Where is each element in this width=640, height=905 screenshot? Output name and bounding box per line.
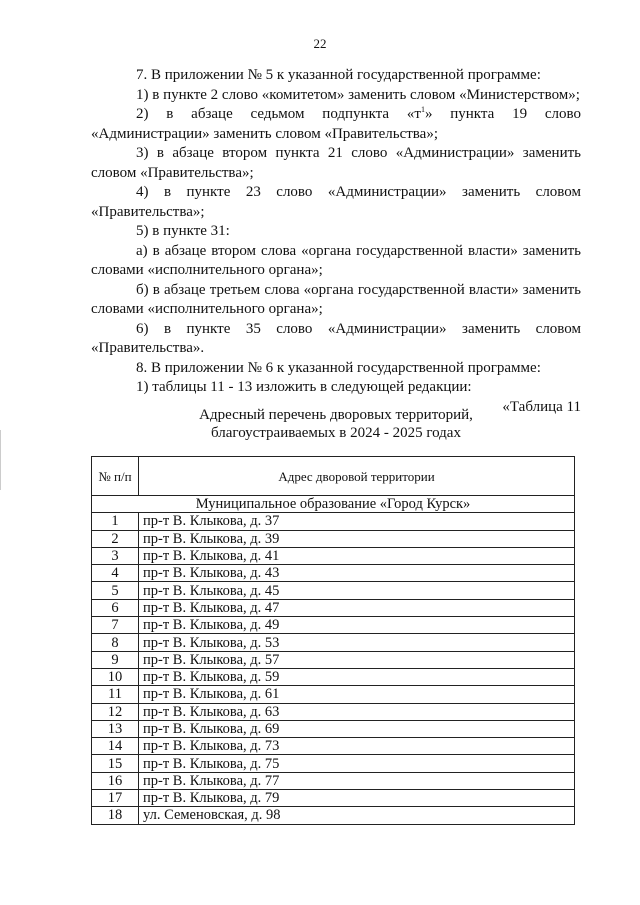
row-address: пр-т В. Клыкова, д. 79: [139, 790, 575, 807]
row-number: 7: [92, 617, 139, 634]
table-title-line-2: благоустраиваемых в 2024 - 2025 годах: [211, 425, 461, 441]
row-number: 13: [92, 720, 139, 737]
table-row: [92, 617, 575, 634]
row-number: 1: [92, 513, 139, 530]
row-address: пр-т В. Клыкова, д. 61: [139, 686, 575, 703]
table-title-line-1: Адресный перечень дворовых территорий,: [199, 407, 473, 423]
paragraph: 4) в пункте 23 слово «Администрации» заменить словом «Правительства»;: [91, 184, 581, 220]
table-row: [92, 755, 575, 772]
row-number: 3: [92, 547, 139, 564]
row-number: 4: [92, 565, 139, 582]
table-row: [92, 599, 575, 616]
row-address: пр-т В. Клыкова, д. 63: [139, 703, 575, 720]
row-address: пр-т В. Клыкова, д. 47: [139, 599, 575, 616]
section-title: Муниципальное образование «Город Курск»: [92, 496, 575, 513]
table-row: [92, 738, 575, 755]
table-row: [92, 807, 575, 824]
row-number: 6: [92, 599, 139, 616]
page-number: 22: [313, 36, 327, 51]
row-address: пр-т В. Клыкова, д. 77: [139, 772, 575, 789]
table-row: [92, 530, 575, 547]
row-address: пр-т В. Клыкова, д. 49: [139, 617, 575, 634]
table-row: [92, 582, 575, 599]
paragraph: 1) в пункте 2 слово «комитетом» заменить словом «Министерством»;: [136, 86, 580, 103]
table-header-row: [92, 457, 575, 496]
row-address: ул. Семеновская, д. 98: [139, 807, 575, 824]
paragraph: б) в абзаце третьем слова «органа государственной власти» заменить словами «исполнительного органа»;: [91, 281, 581, 317]
paragraph: 8. В приложении № 6 к указанной государственной программе:: [136, 359, 541, 376]
table-title: [91, 406, 581, 442]
table-row: [92, 668, 575, 685]
row-number: 16: [92, 772, 139, 789]
row-address: пр-т В. Клыкова, д. 37: [139, 513, 575, 530]
row-number: 12: [92, 703, 139, 720]
paragraph: 7. В приложении № 5 к указанной государственной программе:: [136, 67, 541, 83]
address-table: [91, 456, 575, 825]
header-number: № п/п: [92, 457, 139, 496]
paragraph-text: » пункта 19 слово «Администрации» заменить словом «Правительства»;: [91, 106, 581, 142]
row-number: 18: [92, 807, 139, 824]
table-row: [92, 651, 575, 668]
row-address: пр-т В. Клыкова, д. 59: [139, 668, 575, 685]
table-row: [92, 547, 575, 564]
row-number: 8: [92, 634, 139, 651]
paragraph: а) в абзаце втором слова «органа государственной власти» заменить словами «исполнительного органа»;: [91, 242, 581, 278]
row-address: пр-т В. Клыкова, д. 57: [139, 651, 575, 668]
row-number: 2: [92, 530, 139, 547]
paragraph: 6) в пункте 35 слово «Администрации» заменить словом «Правительства».: [91, 320, 581, 356]
table-row: [92, 772, 575, 789]
row-address: пр-т В. Клыкова, д. 73: [139, 738, 575, 755]
row-number: 10: [92, 668, 139, 685]
row-number: 17: [92, 790, 139, 807]
paragraph: 1) таблицы 11 - 13 изложить в следующей редакции:: [136, 379, 472, 395]
document-body: [91, 66, 581, 417]
table-row: [92, 790, 575, 807]
section-row: [92, 496, 575, 513]
table-row: [92, 513, 575, 530]
row-number: 15: [92, 755, 139, 772]
paragraph: [91, 105, 581, 144]
table-row: [92, 720, 575, 737]
paragraph: 3) в абзаце втором пункта 21 слово «Администрации» заменить словом «Правительства»;: [91, 145, 581, 181]
table-row: [92, 703, 575, 720]
row-number: 5: [92, 582, 139, 599]
row-address: пр-т В. Клыкова, д. 45: [139, 582, 575, 599]
header-address: Адрес дворовой территории: [139, 457, 575, 496]
row-address: пр-т В. Клыкова, д. 53: [139, 634, 575, 651]
paragraph: 5) в пункте 31:: [136, 223, 230, 239]
row-address: пр-т В. Клыкова, д. 39: [139, 530, 575, 547]
scan-edge-mark: [0, 430, 1, 490]
paragraph-text: 2) в абзаце седьмом подпункта «т: [136, 106, 421, 122]
row-address: пр-т В. Клыкова, д. 75: [139, 755, 575, 772]
row-number: 11: [92, 686, 139, 703]
table-row: [92, 565, 575, 582]
row-number: 14: [92, 738, 139, 755]
table-row: [92, 634, 575, 651]
superscript: 1: [420, 105, 425, 114]
table-row: [92, 686, 575, 703]
paragraph: «Таблица 11: [502, 398, 581, 415]
row-address: пр-т В. Клыкова, д. 43: [139, 565, 575, 582]
row-number: 9: [92, 651, 139, 668]
row-address: пр-т В. Клыкова, д. 41: [139, 547, 575, 564]
row-address: пр-т В. Клыкова, д. 69: [139, 720, 575, 737]
